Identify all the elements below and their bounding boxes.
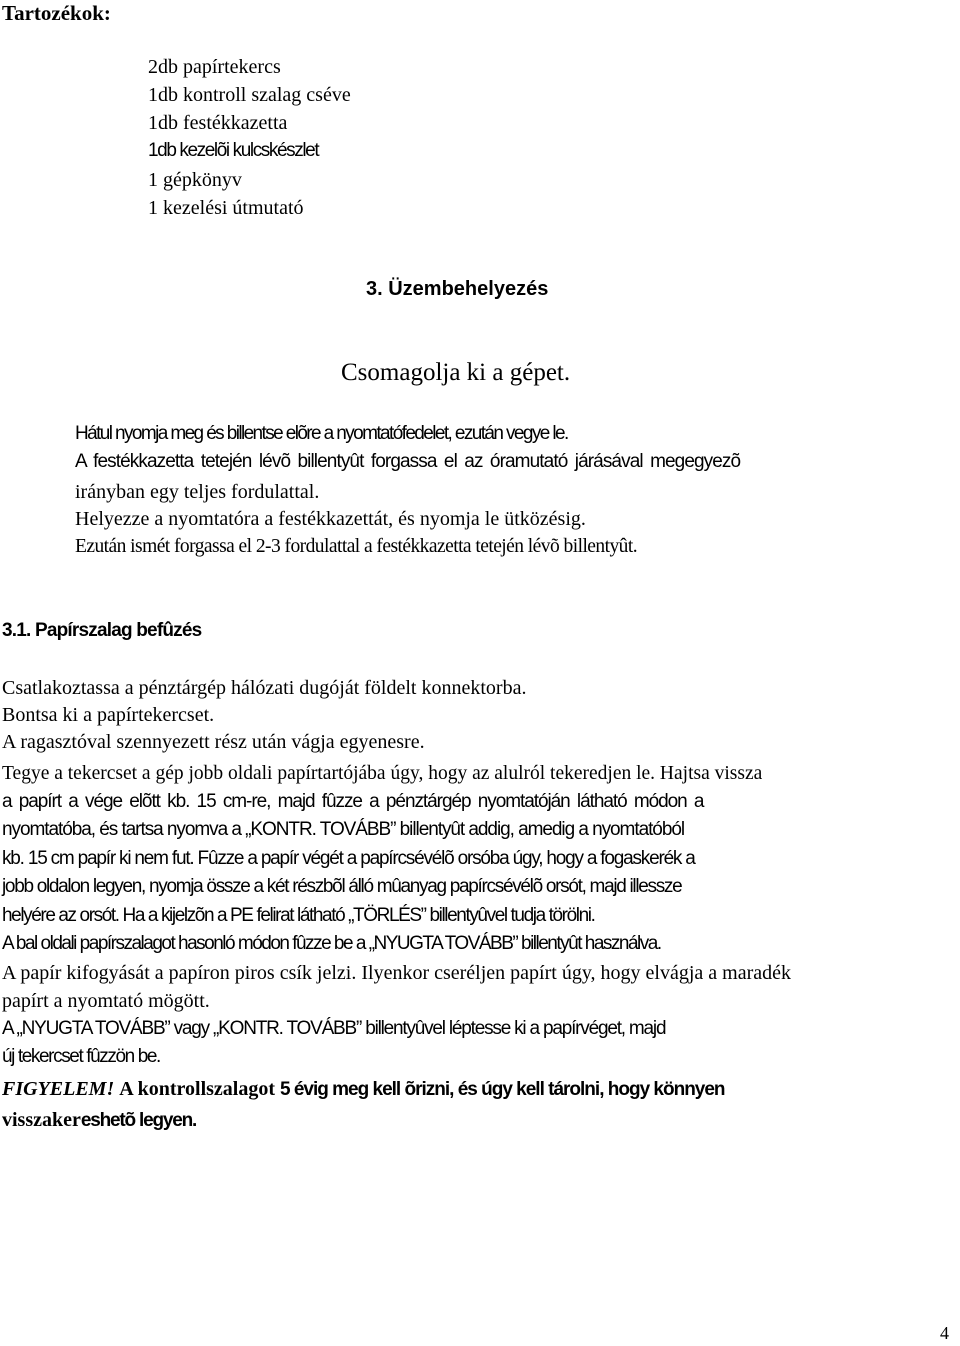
warning-label: FIGYELEM! [2,1078,115,1100]
paragraph-line: jobb oldalon legyen, nyomja össze a két részbõl álló mûanyag papírcsévélõ orsót, majd illessze [2,876,682,897]
warning-text: eshetõ legyen. [80,1110,197,1131]
paragraph-line: Bontsa ki a papírtekercset. [2,704,215,726]
paragraph-line: papírt a nyomtató mögött. [2,990,210,1012]
paragraph-line: kb. 15 cm papír ki nem fut. Fûzze a papír végét a papírcsévélõ orsóba úgy, hogy a fogaskerék a [2,848,695,869]
paragraph-line: A bal oldali papírszalagot hasonló módon fûzze be a „NYUGTA TOVÁBB” billentyût használva. [2,933,661,954]
list-item: 2db papírtekercs [148,56,281,78]
warning-text: 5 évig meg kell õrizni, és úgy kell tárolni, hogy könnyen [280,1079,725,1100]
page-number: 4 [940,1323,949,1343]
paragraph-line: Csatlakoztassa a pénztárgép hálózati dugóját földelt konnektorba. [2,677,527,699]
list-item: 1 kezelési útmutató [148,197,304,219]
list-item: 1db festékkazetta [148,112,288,134]
paragraph-line: helyére az orsót. Ha a kijelzõn a PE felirat látható „TÖRLÉS” billentyûvel tudja törölni. [2,905,595,926]
paragraph-line: A papír kifogyását a papíron piros csík jelzi. Ilyenkor cseréljen papírt úgy, hogy elvágja a maradék [2,962,791,984]
paragraph-line: Helyezze a nyomtatóra a festékkazettát, és nyomja le ütközésig. [75,508,586,530]
section-subheading: Csomagolja ki a gépet. [341,359,571,386]
paragraph-line: a papírt a vége elõtt kb. 15 cm-re, majd fûzze a pénztárgép nyomtatóján látható módon a [2,791,704,812]
paragraph-line: nyomtatóba, és tartsa nyomva a „KONTR. TOVÁBB” billentyût addig, amedig a nyomtatóból [2,819,685,840]
paragraph-line: A ragasztóval szennyezett rész után vágja egyenesre. [2,731,425,753]
list-item: 1 gépkönyv [148,169,242,191]
warning-line-2 [2,1109,196,1132]
paragraph-line: A „NYUGTA TOVÁBB” vagy „KONTR. TOVÁBB” billentyûvel léptesse ki a papírvéget, majd [2,1018,666,1039]
paragraph-line: Ezután ismét forgassa el 2-3 fordulattal a festékkazetta tetején lévõ billentyût. [75,536,638,557]
page-title: Tartozékok: [2,1,111,25]
list-item: 1db kezelõi kulcskészlet [148,140,319,161]
paragraph-line: Tegye a tekercset a gép jobb oldali papírtartójába úgy, hogy az alulról tekeredjen le. Hajtsa vissza [2,763,763,784]
section-heading: 3.1. Papírszalag befûzés [2,620,202,641]
warning-line-1 [2,1078,725,1101]
section-heading: 3. Üzembehelyezés [366,278,549,300]
paragraph-line: A festékkazetta tetején lévõ billentyût forgassa el az óramutató járásával megegyezõ [75,451,741,472]
list-item: 1db kontroll szalag cséve [148,84,351,106]
warning-text: A kontrollszalagot [119,1078,276,1100]
paragraph-line: új tekercset fûzzön be. [2,1046,160,1067]
paragraph-line: irányban egy teljes fordulattal. [75,481,320,503]
warning-text: visszaker [2,1109,81,1131]
paragraph-line: Hátul nyomja meg és billentse elõre a nyomtatófedelet, ezután vegye le. [75,423,568,444]
